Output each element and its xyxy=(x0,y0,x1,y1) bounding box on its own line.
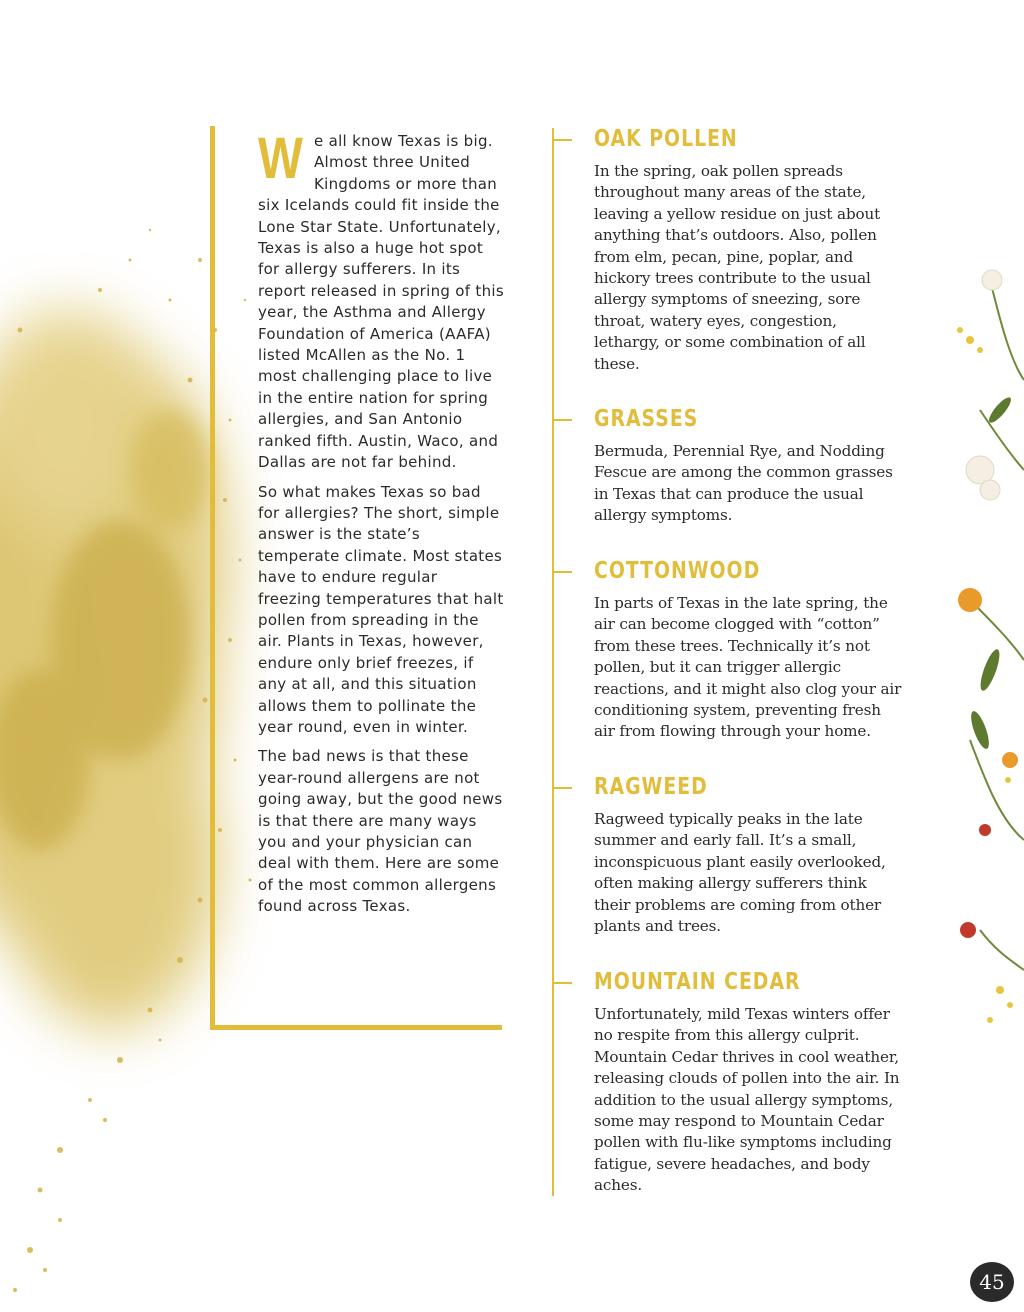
timeline-tick xyxy=(552,982,572,984)
timeline-tick xyxy=(552,571,572,573)
timeline-line xyxy=(552,128,554,1196)
timeline-tick xyxy=(552,787,572,789)
section-body: In the spring, oak pollen spreads throughout many areas of the state, leaving a yellow residue on just about anything that’s outdoors. Also, pollen from elm, pecan, pine, poplar, and hickory trees contribute to the usual allergy symptoms of sneezing, sore throat, watery eyes, congestion, lethargy, or some combination of all these. xyxy=(594,162,881,373)
wildflowers-illustration xyxy=(930,260,1024,1080)
intro-paragraph-1 xyxy=(258,126,504,474)
section-title: GRASSES xyxy=(594,406,699,432)
section-body: Unfortunately, mild Texas winters offer no respite from this allergy culprit. Mountain Cedar thrives in cool weather, releasing clouds of pollen into the air. In addition to the usual allergy symptoms, some may respond to Mountain Cedar pollen with flu-like symptoms including fatigue, severe headaches, and body aches. xyxy=(594,1005,900,1195)
section-title: OAK POLLEN xyxy=(594,126,738,152)
section-cottonwood xyxy=(594,558,904,743)
intro-paragraph-2: So what makes Texas so bad for allergies? The short, simple answer is the state’s temperate climate. Most states have to endure regular freezing temperatures that halt pollen from spreading in the air. Plants in Texas, however, endure only brief freezes, if any at all, and this situation allows them to pollinate the year round, even in winter. xyxy=(258,482,504,736)
section-oak-pollen xyxy=(594,126,904,375)
section-body: In parts of Texas in the late spring, the air can become clogged with “cotton” from these trees. Technically it’s not pollen, but it can trigger allergic reactions, and it might also clog your air conditioning system, preventing fresh air from flowing through your home. xyxy=(594,594,902,741)
timeline-tick xyxy=(552,419,572,421)
section-title: COTTONWOOD xyxy=(594,558,761,584)
section-grasses xyxy=(594,406,904,527)
timeline-tick xyxy=(552,139,572,141)
section-body: Bermuda, Perennial Rye, and Nodding Fescue are among the common grasses in Texas that can produce the usual allergy symptoms. xyxy=(594,442,893,525)
page-number-badge: 45 xyxy=(970,1262,1014,1302)
intro-article xyxy=(258,126,504,926)
intro-paragraph-1-text: e all know Texas is big. Almost three United Kingdoms or more than six Icelands could fit inside the Lone Star State. Unfortunately, Texas is also a huge hot spot for allergy sufferers. In its report released in spring of this year, the Asthma and Allergy Foundation of America (AAFA) listed McAllen as the No. 1 most challenging place to live in the entire nation for spring allergies, and San Antonio ranked fifth. Austin, Waco, and Dallas are not far behind. xyxy=(258,132,504,472)
section-ragweed xyxy=(594,774,904,937)
drop-cap: W xyxy=(258,126,304,191)
section-title: RAGWEED xyxy=(594,774,708,800)
section-title: MOUNTAIN CEDAR xyxy=(594,969,801,995)
section-body: Ragweed typically peaks in the late summer and early fall. It’s a small, inconspicuous plant easily overlooked, often making allergy sufferers think their problems are coming from other plants and trees. xyxy=(594,810,886,936)
section-mountain-cedar xyxy=(594,969,904,1197)
intro-paragraph-3: The bad news is that these year-round allergens are not going away, but the good news is that there are many ways you and your physician can deal with them. Here are some of the most common allergens found across Texas. xyxy=(258,747,503,916)
